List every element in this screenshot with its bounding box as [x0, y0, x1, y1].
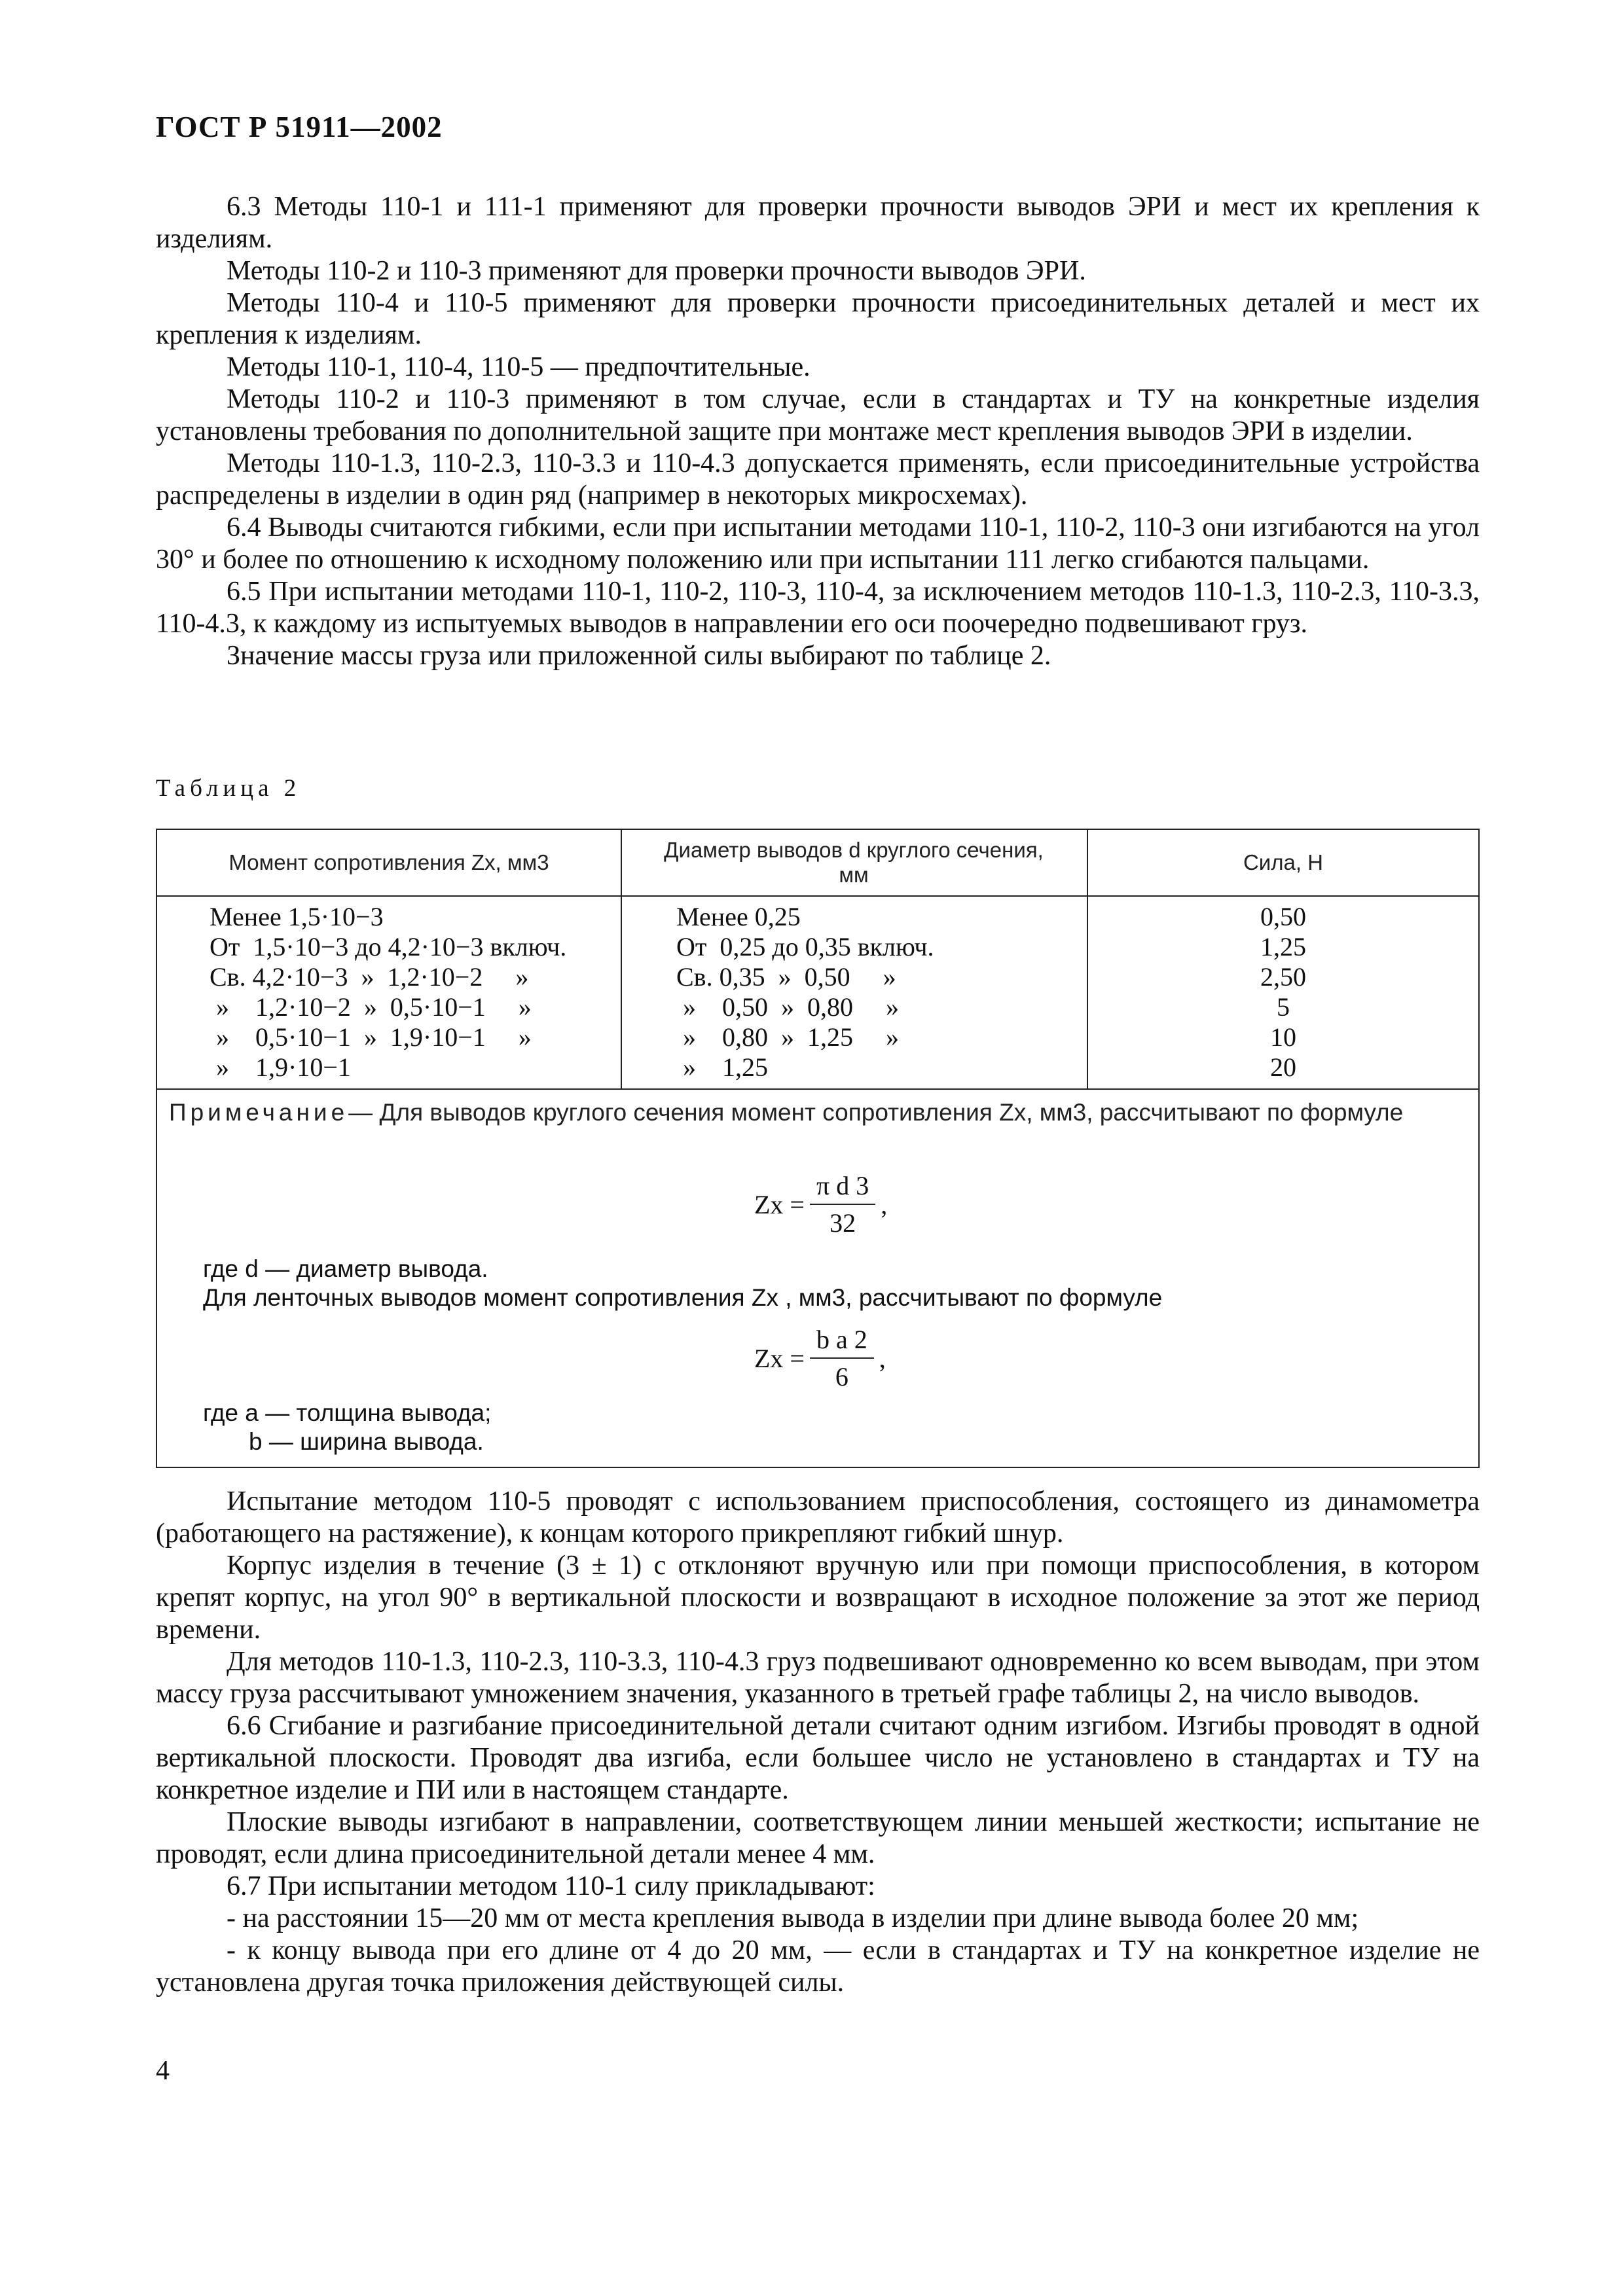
paragraph: Методы 110-4 и 110-5 применяют для проверки прочности присоединительных деталей и мест их крепления к изделиям. — [156, 288, 1480, 350]
table-divider — [157, 1088, 1478, 1090]
paragraph: - на расстоянии 15—20 мм от места крепления вывода в изделии при длине вывода более 20 мм; — [227, 1903, 1359, 1933]
note-label: Примечание — [169, 1099, 349, 1126]
formula-denominator: 6 — [835, 1362, 848, 1391]
note-ribbon: Для ленточных выводов момент сопротивления Zx , мм3, рассчитывают по формуле — [203, 1284, 1163, 1311]
table-cell: От 1,5·10−3 до 4,2·10−3 включ. — [210, 932, 567, 961]
table-cell: Менее 0,25 — [676, 902, 801, 931]
note-where-b: b — ширина вывода. — [249, 1428, 484, 1455]
note-lead — [169, 1098, 1468, 1127]
table-column-moment — [210, 902, 566, 1083]
paragraph: Испытание методом 110-5 проводят с использованием приспособления, состоящего из динамометра (работающего на растяжение), к концам которого прикрепляют гибкий шнур. — [156, 1486, 1480, 1549]
formula-fraction — [810, 1324, 874, 1392]
paragraph: 6.7 При испытании методом 110-1 силу прикладывают: — [227, 1871, 875, 1901]
paragraph: Методы 110-2 и 110-3 применяют в том случае, если в стандартах и ТУ на конкретные изделия установлены требования по дополнительной защите при монтаже мест крепления выводов ЭРИ в изделии. — [156, 384, 1480, 446]
table-cell: » 0,50 » 0,80 » — [676, 992, 899, 1022]
table-header-diameter: Диаметр выводов d круглого сечения, мм — [664, 838, 1044, 887]
formula-round — [754, 1170, 887, 1238]
paragraph: 6.4 Выводы считаются гибкими, если при испытании методами 110-1, 110-2, 110-3 они изгибаются на угол 30° и более по отношению к исходному положению или при испытании 111 легко сгибаются пальцами. — [156, 512, 1480, 575]
note-where-d: где d — диаметр вывода. — [203, 1255, 488, 1282]
table-cell: 1,25 — [1260, 932, 1306, 961]
paragraph: Методы 110-1.3, 110-2.3, 110-3.3 и 110-4.3 допускается применять, если присоединительные устройства распределены в изделии в один ряд (например в некоторых микросхемах). — [156, 448, 1480, 511]
table-cell: 2,50 — [1260, 962, 1306, 992]
formula-denominator: 32 — [830, 1208, 856, 1238]
table-note — [169, 1098, 1468, 1127]
formula-fraction — [810, 1170, 875, 1238]
formula-numerator: b a 2 — [810, 1324, 874, 1359]
table-cell: » 0,5·10−1 » 1,9·10−1 » — [210, 1022, 532, 1052]
paragraph: Значение массы груза или приложенной силы выбирают по таблице 2. — [227, 641, 1051, 671]
table-cell: 5 — [1277, 992, 1290, 1022]
paragraph: Плоские выводы изгибают в направлении, соответствующем линии меньшей жесткости; испытание не проводят, если длина присоединительной детали менее 4 мм. — [156, 1807, 1480, 1869]
table-cell: 0,50 — [1260, 902, 1306, 931]
table-cell: » 1,25 — [676, 1052, 768, 1082]
formula-ribbon — [754, 1324, 886, 1392]
formula-tail: , — [879, 1343, 886, 1373]
table-column-force — [1087, 902, 1480, 1083]
body-section-top — [156, 191, 1480, 672]
note-where-a: где a — толщина вывода; — [203, 1399, 492, 1426]
paragraph: - к концу вывода при его длине от 4 до 20 мм, — если в стандартах и ТУ на конкретное изделие не установлена другая точка приложения действующей силы. — [156, 1935, 1480, 1998]
table-header-force: Сила, Н — [1243, 850, 1324, 874]
table-cell: » 1,2·10−2 » 0,5·10−1 » — [210, 992, 532, 1022]
document-header: ГОСТ Р 51911—2002 — [156, 111, 443, 143]
paragraph: Для методов 110-1.3, 110-2.3, 110-3.3, 110-4.3 груз подвешивают одновременно ко всем выводам, при этом массу груза рассчитывают умножением значения, указанного в третьей графе таблицы 2, на число выводов. — [156, 1647, 1480, 1709]
table-cell: 20 — [1270, 1052, 1296, 1082]
note-text: — Для выводов круглого сечения момент сопротивления Zx, мм3, рассчитывают по формуле — [348, 1099, 1404, 1126]
table-caption: Таблица 2 — [156, 775, 301, 802]
formula-numerator: π d 3 — [810, 1170, 875, 1205]
table-divider — [157, 895, 1478, 897]
table-cell: Св. 0,35 » 0,50 » — [676, 962, 896, 992]
table-cell: Менее 1,5·10−3 — [210, 902, 384, 931]
formula-lhs: Zx = — [754, 1189, 805, 1219]
body-section-bottom — [156, 1486, 1480, 1999]
formula-lhs: Zx = — [754, 1343, 805, 1373]
paragraph: Методы 110-2 и 110-3 применяют для проверки прочности выводов ЭРИ. — [227, 256, 1086, 286]
table-column-diameter — [676, 902, 934, 1083]
table-cell: От 0,25 до 0,35 включ. — [676, 932, 934, 961]
paragraph: 6.3 Методы 110-1 и 111-1 применяют для проверки прочности выводов ЭРИ и мест их крепления к изделиям. — [156, 192, 1480, 254]
paragraph: 6.6 Сгибание и разгибание присоединительной детали считают одним изгибом. Изгибы проводят в одной вертикальной плоскости. Проводят два изгиба, если большее число не установлено в стандартах и ТУ на конкретное изделие и ПИ или в настоящем стандарте. — [156, 1711, 1480, 1805]
paragraph: Методы 110-1, 110-4, 110-5 — предпочтительные. — [227, 352, 811, 382]
paragraph: 6.5 При испытании методами 110-1, 110-2, 110-3, 110-4, за исключением методов 110-1.3, 110-2.3, 110-3.3, 110-4.3, к каждому из испытуемых выводов в направлении его оси поочередно подвешивают груз. — [156, 577, 1480, 639]
formula-tail: , — [881, 1189, 888, 1219]
table-cell: Св. 4,2·10−3 » 1,2·10−2 » — [210, 962, 529, 992]
table-cell: 10 — [1270, 1022, 1296, 1052]
page-number: 4 — [156, 2056, 170, 2086]
paragraph: Корпус изделия в течение (3 ± 1) с отклоняют вручную или при помощи приспособления, в котором крепят корпус, на угол 90° в вертикальной плоскости и возвращают в исходное положение за этот же период времени. — [156, 1551, 1480, 1645]
table-2 — [156, 829, 1480, 1468]
table-header-moment: Момент сопротивления Zx, мм3 — [228, 850, 549, 874]
table-cell: » 0,80 » 1,25 » — [676, 1022, 899, 1052]
table-cell: » 1,9·10−1 — [210, 1052, 351, 1082]
